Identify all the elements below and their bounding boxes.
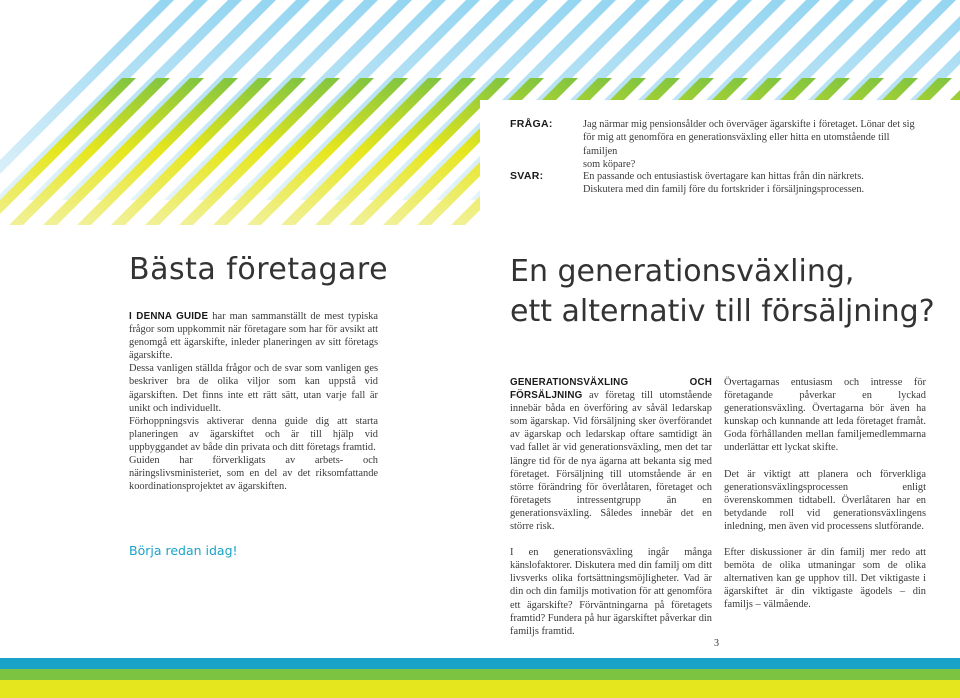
- paragraph: [510, 376, 712, 533]
- intro-lead: I DENNA GUIDE: [129, 311, 209, 322]
- answer-label: SVAR:: [510, 170, 544, 182]
- paragraph: Det är viktigt att planera och förverkliga generationsväxlingsprocessen enligt överenskommen tidtabell. Överlåtaren har en betydande roll vid generationsväxlingens inledning, men även vid processens slutförande.: [724, 468, 926, 532]
- question-line: som köpare?: [583, 159, 636, 171]
- paragraph: I en generationsväxling ingår många känslofaktorer. Diskutera med din familj om ditt livsverks olika fortsättningsmöjligheter. Vad är din och din familjs motivation för att genomföra ett ägarskifte? Förväntningarna på företagets framtid? Fundera på hur ägarskiftet påverkar din familjs framtid.: [510, 547, 712, 637]
- page-number: 3: [714, 638, 719, 649]
- paragraph: Guiden har förverkligats av arbets- och näringslivsministeriet, som en del av det riksomfattande koordinationsprojektet av ägarskiften.: [129, 455, 378, 493]
- answer-line: En passande och entusiastisk övertagare kan hittas från din närkrets.: [583, 171, 864, 182]
- left-heading: Bästa företagare: [129, 252, 389, 287]
- col1-text: av företag till utomstående innebär båda en överföring av såväl ledarskap som ägarskap. Vid försäljning sker överförandet av ägarskap och ledarskap oftare samtidigt än vad fallet är vid generationsväxling, men det tar längre tid för de nya ägarna att bekanta sig med företaget. Försäljning till utomstående är en större förändring för överlåtaren, företaget och företagets intressentgrupp än en generationsväxling. Således innebär det en större risk.: [510, 390, 712, 533]
- question-text: [583, 118, 923, 172]
- band-yellow: [0, 680, 960, 698]
- question-line: Jag närmar mig pensionsålder och överväger ägarskifte i företaget. Lönar det sig: [583, 119, 915, 130]
- paragraph: Övertagarnas entusiasm och intresse för företagande påverkar en lyckad generationsväxling. Övertagarna bör även ha kunskap och kunnande att leda företaget framåt. Goda förhållanden mellan familjemedlemmarna underlättar ett lyckat skifte.: [724, 377, 926, 454]
- right-heading: [510, 252, 950, 332]
- answer-line: Diskutera med din familj före du fortskrider i försäljningsprocessen.: [583, 184, 865, 196]
- right-column-1: [510, 376, 712, 638]
- band-cyan: [0, 658, 960, 669]
- right-heading-line2: ett alternativ till försäljning?: [510, 294, 935, 329]
- paragraph: Dessa vanligen ställda frågor och de svar som vanligen ges beskriver bra de olika viljor som kan uppstå vid ägarskiften. Det finns inte ett rätt sätt, utan varje fall är unikt och individuellt.: [129, 363, 378, 414]
- col1-lead: GENERATIONSVÄXLING OCH FÖRSÄLJNING: [510, 377, 712, 402]
- question-label: FRÅGA:: [510, 118, 553, 130]
- band-green: [0, 669, 960, 680]
- left-body: [129, 310, 378, 493]
- answer-text: [583, 170, 923, 197]
- right-heading-line1: En generationsväxling,: [510, 254, 855, 289]
- call-to-action: Börja redan idag!: [129, 543, 238, 558]
- paragraph: Efter diskussioner är din familj mer redo att bemöta de olika utmaningar som de olika alternativen kan ge upphov till. Det viktigaste i ägarskiftet är din viktigaste ägodels – din familjs – välmående.: [724, 547, 926, 611]
- paragraph: Förhoppningsvis aktiverar denna guide dig att starta planeringen av ägarskiftet och är till hjälp vid uppbyggandet av både din privata och ditt företags framtid.: [129, 415, 378, 453]
- right-column-2: [724, 376, 926, 612]
- question-line: för mig att genomföra en generationsväxling eller hitta en utomstående till familjen: [583, 132, 890, 157]
- intro-paragraph: [129, 310, 378, 362]
- intro-text: har man sammanställt de mest typiska frågor som uppkommit när företagare som har för avsikt att genomgå ett ägarskifte, inleder planeringen av sitt företags ägarskifte.: [129, 311, 378, 362]
